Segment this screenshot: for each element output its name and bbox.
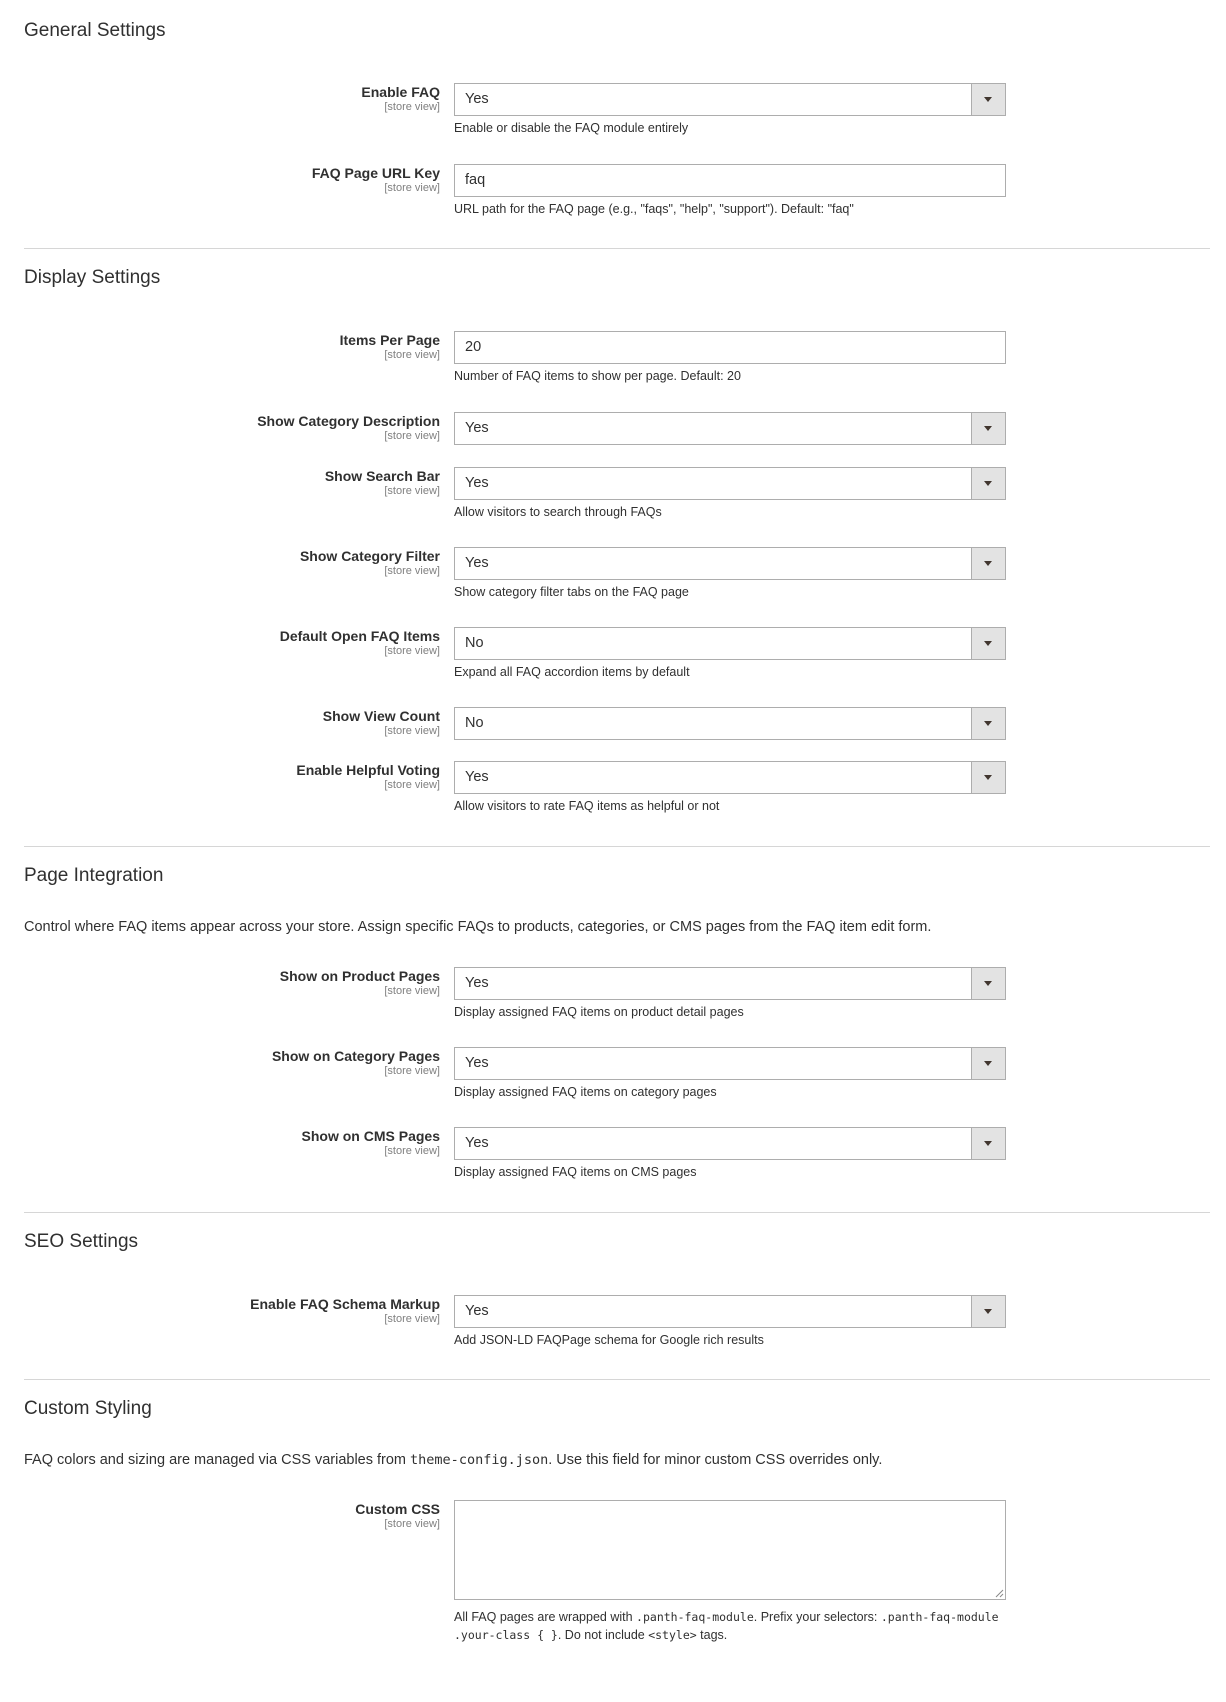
chevron-down-icon[interactable] (971, 628, 1005, 659)
section-comment (24, 1450, 882, 1470)
select-value: Yes (465, 1135, 489, 1151)
field-note: Allow visitors to rate FAQ items as helpful or not (454, 799, 720, 813)
chevron-down-icon[interactable] (971, 1296, 1005, 1327)
chevron-down-icon[interactable] (971, 968, 1005, 999)
field-note: URL path for the FAQ page (e.g., "faqs", "help", "support"). Default: "faq" (454, 202, 854, 216)
scope-label: [store view] (384, 1145, 440, 1157)
select-value: Yes (465, 475, 489, 491)
show-search-bar-select[interactable] (454, 467, 1006, 500)
field-label: Show on Category Pages (271, 1048, 440, 1064)
note-text: . Do not include (557, 1628, 649, 1642)
section-title-seo: SEO Settings (24, 1231, 139, 1252)
section-comment: Control where FAQ items appear across your store. Assign specific FAQs to products, categories, or CMS pages from the FAQ item edit form. (24, 919, 932, 935)
note-text: All FAQ pages are wrapped with (454, 1610, 637, 1624)
enable-faq-select[interactable] (454, 83, 1006, 116)
scope-label: [store view] (384, 779, 440, 791)
url-key-input[interactable] (454, 164, 1006, 197)
field-note: Show category filter tabs on the FAQ page (454, 585, 689, 599)
field-note: Display assigned FAQ items on product detail pages (454, 1005, 744, 1019)
chevron-down-icon[interactable] (971, 413, 1005, 444)
scope-label: [store view] (384, 1065, 440, 1077)
section-title-styling: Custom Styling (24, 1398, 152, 1419)
scope-label: [store view] (384, 101, 440, 113)
select-value: Yes (465, 975, 489, 991)
field-note: Enable or disable the FAQ module entirely (454, 121, 689, 135)
select-value: Yes (465, 769, 489, 785)
field-note: Allow visitors to search through FAQs (454, 505, 662, 519)
custom-css-textarea[interactable] (454, 1500, 1006, 1600)
field-label: FAQ Page URL Key (311, 165, 440, 181)
chevron-down-icon[interactable] (971, 708, 1005, 739)
items-per-page-input[interactable] (454, 331, 1006, 364)
cms-pages-select[interactable] (454, 1127, 1006, 1160)
scope-label: [store view] (384, 1518, 440, 1530)
select-value: No (465, 715, 484, 731)
comment-text: FAQ colors and sizing are managed via CSS variables from (24, 1452, 411, 1468)
show-view-count-select[interactable] (454, 707, 1006, 740)
note-code: <style> (648, 1628, 697, 1642)
scope-label: [store view] (384, 985, 440, 997)
field-label: Enable FAQ Schema Markup (250, 1296, 440, 1312)
default-open-select[interactable] (454, 627, 1006, 660)
select-value: Yes (465, 1055, 489, 1071)
select-value: Yes (465, 555, 489, 571)
select-value: Yes (465, 1303, 489, 1319)
scope-label: [store view] (384, 645, 440, 657)
select-value: Yes (465, 91, 489, 107)
field-label: Custom CSS (355, 1501, 440, 1517)
note-text: . Prefix your selectors: (753, 1610, 881, 1624)
section-divider (24, 248, 1210, 249)
enable-helpful-voting-select[interactable] (454, 761, 1006, 794)
section-title-display: Display Settings (24, 267, 161, 288)
select-value: Yes (465, 420, 489, 436)
note-code: .panth-faq-module (636, 1610, 754, 1624)
section-divider (24, 1212, 1210, 1213)
section-divider (24, 1379, 1210, 1380)
field-note: Display assigned FAQ items on CMS pages (454, 1165, 697, 1179)
field-label: Show on Product Pages (279, 968, 440, 984)
chevron-down-icon[interactable] (971, 762, 1005, 793)
field-label: Default Open FAQ Items (279, 628, 440, 644)
scope-label: [store view] (384, 1313, 440, 1325)
input-value: faq (465, 172, 486, 188)
chevron-down-icon[interactable] (971, 548, 1005, 579)
field-note: Add JSON-LD FAQPage schema for Google rich results (454, 1333, 764, 1347)
section-title-integration: Page Integration (24, 865, 164, 886)
input-value: 20 (465, 339, 482, 355)
comment-text: . Use this field for minor custom CSS overrides only. (548, 1452, 883, 1468)
scope-label: [store view] (384, 485, 440, 497)
field-label: Show Search Bar (324, 468, 440, 484)
field-label: Show on CMS Pages (301, 1128, 440, 1144)
scope-label: [store view] (384, 182, 440, 194)
field-label: Items Per Page (339, 332, 440, 348)
section-divider (24, 846, 1210, 847)
field-note: Expand all FAQ accordion items by default (454, 665, 690, 679)
note-text: tags. (696, 1628, 728, 1642)
chevron-down-icon[interactable] (971, 468, 1005, 499)
field-label: Enable FAQ (361, 84, 440, 100)
field-note (454, 1608, 1014, 1644)
field-note: Display assigned FAQ items on category pages (454, 1085, 717, 1099)
field-note: Number of FAQ items to show per page. Default: 20 (454, 369, 741, 383)
resize-grip-icon[interactable] (994, 1588, 1004, 1598)
scope-label: [store view] (384, 349, 440, 361)
show-category-description-select[interactable] (454, 412, 1006, 445)
field-label: Show View Count (322, 708, 440, 724)
chevron-down-icon[interactable] (971, 84, 1005, 115)
chevron-down-icon[interactable] (971, 1128, 1005, 1159)
field-label: Show Category Filter (299, 548, 440, 564)
note-code: .panth-faq-module .your-class { } (454, 1610, 999, 1642)
schema-markup-select[interactable] (454, 1295, 1006, 1328)
chevron-down-icon[interactable] (971, 1048, 1005, 1079)
scope-label: [store view] (384, 430, 440, 442)
category-pages-select[interactable] (454, 1047, 1006, 1080)
section-title-general: General Settings (24, 20, 166, 41)
show-category-filter-select[interactable] (454, 547, 1006, 580)
comment-code: theme-config.json (410, 1452, 549, 1468)
product-pages-select[interactable] (454, 967, 1006, 1000)
field-label: Show Category Description (257, 413, 440, 429)
select-value: No (465, 635, 484, 651)
scope-label: [store view] (384, 565, 440, 577)
field-label: Enable Helpful Voting (296, 762, 440, 778)
scope-label: [store view] (384, 725, 440, 737)
